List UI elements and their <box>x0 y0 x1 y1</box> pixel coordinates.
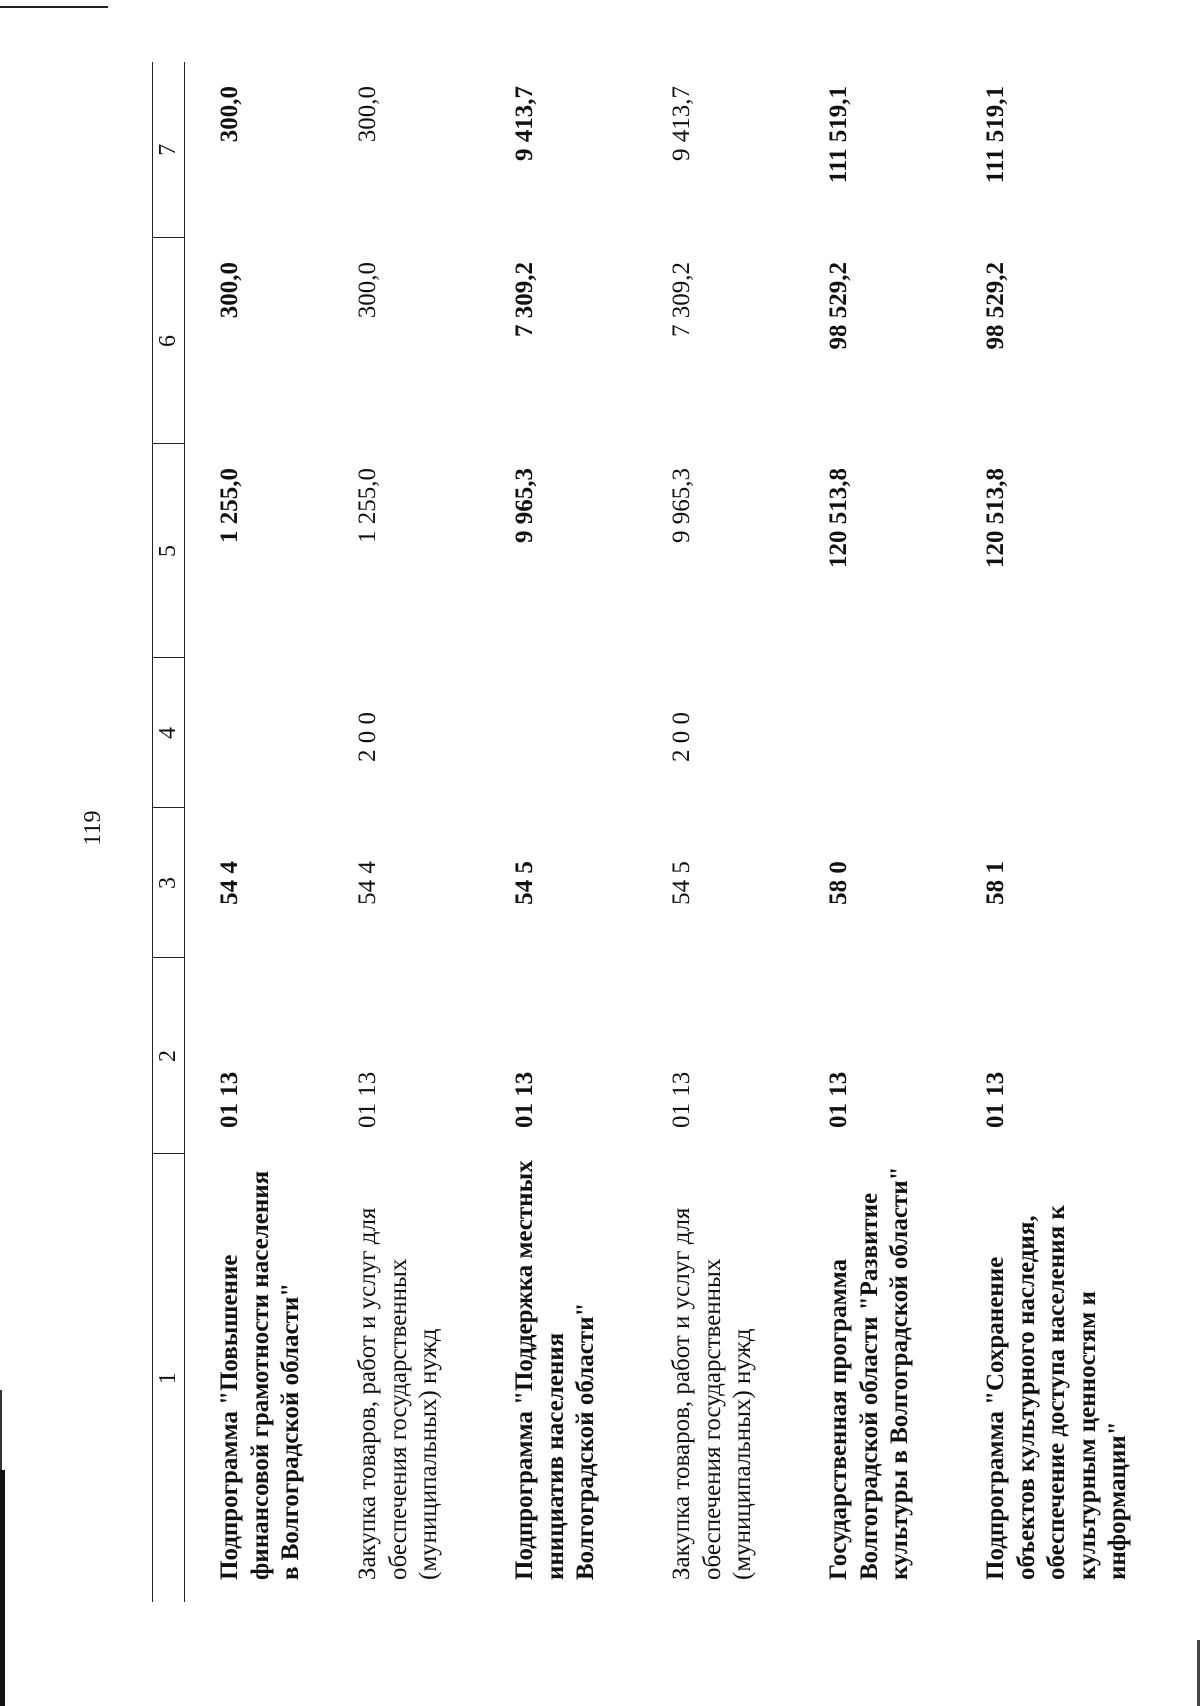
value-col5: 1 255,0 <box>354 468 381 543</box>
section-code: 01 13 <box>982 1071 1009 1128</box>
value-col5: 9 965,3 <box>511 468 538 543</box>
expense-type <box>185 658 354 808</box>
section-code: 01 13 <box>354 1071 381 1128</box>
column-header: 6 <box>153 238 185 444</box>
column-header: 5 <box>153 444 185 658</box>
target-code: 54 4 <box>354 861 381 905</box>
table-row <box>353 62 510 1602</box>
table-row <box>824 62 981 1602</box>
value-col7: 111 519,1 <box>982 86 1009 184</box>
value-col6: 7 309,2 <box>668 262 695 337</box>
target-code: 54 4 <box>216 861 243 905</box>
section-code: 01 13 <box>511 1071 538 1128</box>
expense-type <box>510 658 667 808</box>
page-number: 119 <box>80 810 106 846</box>
expense-type: 2 0 0 <box>354 712 381 762</box>
value-col5: 120 513,8 <box>982 468 1009 568</box>
row-name: Государственная программа Волгоградской области "Развитие культуры в Волгоградской области" <box>825 1166 913 1580</box>
table-row <box>981 62 1151 1602</box>
value-col6: 300,0 <box>216 262 243 319</box>
column-header: 1 <box>153 1154 185 1602</box>
column-header: 3 <box>153 808 185 958</box>
column-header: 4 <box>153 658 185 808</box>
value-col7: 9 413,7 <box>511 86 538 161</box>
row-name: Подпрограмма "Поддержка местных инициатив населения Волгоградской области" <box>511 1160 599 1580</box>
section-code: 01 13 <box>825 1071 852 1128</box>
table-row <box>185 62 354 1602</box>
value-col5: 120 513,8 <box>825 468 852 568</box>
value-col7: 111 519,1 <box>825 86 852 184</box>
column-header: 2 <box>153 958 185 1154</box>
value-col7: 9 413,7 <box>668 86 695 161</box>
value-col7: 300,0 <box>216 86 243 143</box>
table-row <box>667 62 824 1602</box>
table-body <box>185 62 1152 1602</box>
value-col6: 98 529,2 <box>982 262 1009 350</box>
row-name: Закупка товаров, работ и услуг для обеспечения государственных (муниципальных) нужд <box>668 1207 756 1580</box>
expense-type <box>824 658 981 808</box>
target-code: 58 0 <box>825 861 852 905</box>
header-row <box>153 62 185 1602</box>
budget-table <box>152 62 1151 1602</box>
target-code: 58 1 <box>982 861 1009 905</box>
table-header <box>153 62 185 1602</box>
target-code: 54 5 <box>668 861 695 905</box>
table-row <box>510 62 667 1602</box>
value-col7: 300,0 <box>354 86 381 143</box>
value-col6: 7 309,2 <box>511 262 538 337</box>
value-col5: 1 255,0 <box>216 468 243 543</box>
section-code: 01 13 <box>216 1071 243 1128</box>
row-name: Закупка товаров, работ и услуг для обеспечения государственных (муниципальных) нужд <box>354 1207 442 1580</box>
row-name: Подпрограмма "Повышение финансовой грамотности населения в Волгоградской области" <box>216 1170 304 1580</box>
expense-type: 2 0 0 <box>668 712 695 762</box>
value-col6: 300,0 <box>354 262 381 319</box>
section-code: 01 13 <box>668 1071 695 1128</box>
row-name: Подпрограмма "Сохранение объектов культурного наследия, обеспечение доступа населения к культурным ценностям и информации" <box>982 1205 1131 1580</box>
column-header: 7 <box>153 62 185 238</box>
expense-type <box>981 658 1151 808</box>
target-code: 54 5 <box>511 861 538 905</box>
value-col5: 9 965,3 <box>668 468 695 543</box>
value-col6: 98 529,2 <box>825 262 852 350</box>
